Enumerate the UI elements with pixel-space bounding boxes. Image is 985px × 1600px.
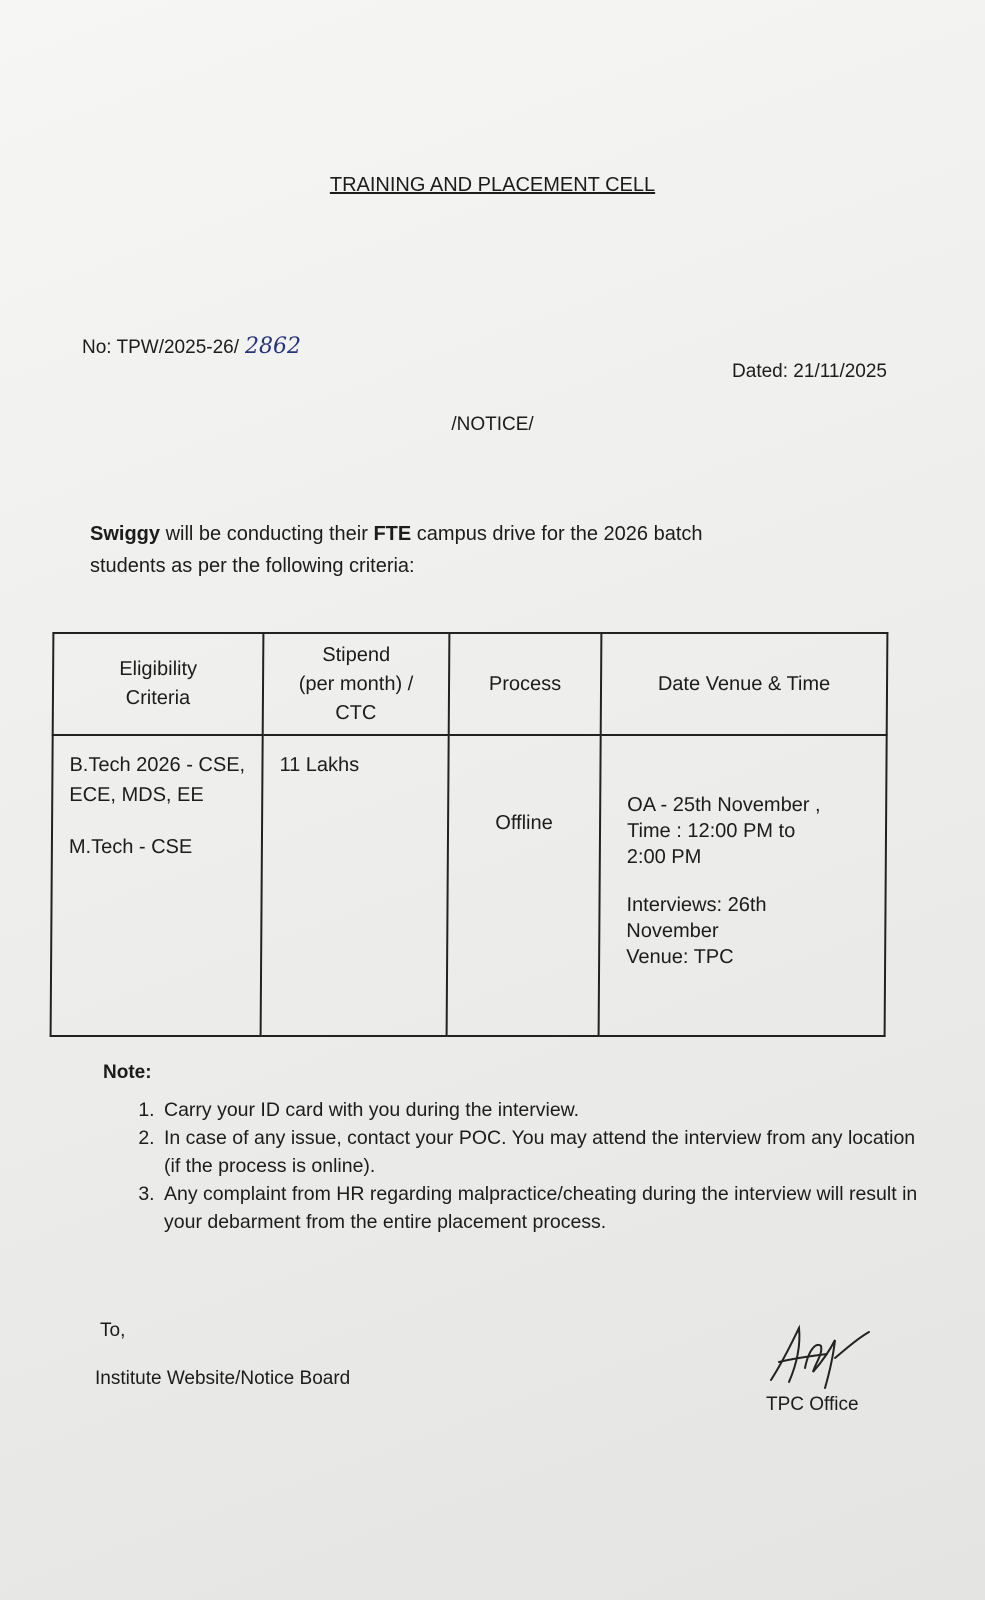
header-stipend-line: Stipend xyxy=(322,643,391,666)
handwritten-ref-number: 2862 xyxy=(245,334,302,359)
intro-text-2: campus drive for the 2026 batch xyxy=(411,523,703,545)
header-eligibility-line: Eligibility xyxy=(119,658,198,680)
ref-prefix: No: TPW/2025-26/ xyxy=(82,337,240,358)
company-name: Swiggy xyxy=(90,523,161,545)
intro-text-1: will be conducting their xyxy=(160,523,374,545)
header-eligibility-line: Criteria xyxy=(125,687,191,709)
date-line: Interviews: 26th xyxy=(626,894,767,916)
date-line: Dated: 21/11/2025 xyxy=(732,361,887,382)
header-eligibility xyxy=(53,633,264,735)
drive-type: FTE xyxy=(373,523,412,545)
cell-stipend xyxy=(261,735,449,1036)
table-row xyxy=(51,735,887,1036)
header-process: Process xyxy=(449,633,602,735)
header-stipend-line: CTC xyxy=(335,701,377,724)
reference-number xyxy=(82,334,301,359)
notes-list xyxy=(116,1096,930,1236)
list-item: 1. Carry your ID card with you during the interview. xyxy=(160,1096,930,1124)
intro-paragraph xyxy=(90,518,810,582)
page-title: TRAINING AND PLACEMENT CELL xyxy=(329,174,656,196)
intro-line-2: students as per the following criteria: xyxy=(90,555,415,577)
header-stipend xyxy=(263,633,450,735)
date-line: Time : 12:00 PM to xyxy=(626,820,796,842)
to-label: To, xyxy=(100,1320,126,1341)
stipend-value: 11 Lakhs xyxy=(279,754,360,776)
signatory-office: TPC Office xyxy=(766,1394,859,1415)
date-line: November xyxy=(626,920,719,942)
date-line: 2:00 PM xyxy=(626,846,702,868)
list-item: 2. In case of any issue, contact your POC. You may attend the interview from any location (if the process is online). xyxy=(160,1124,930,1180)
eligibility-line: ECE, MDS, EE xyxy=(69,784,204,806)
header-stipend-line: (per month) / xyxy=(298,672,414,695)
list-item: 3. Any complaint from HR regarding malpractice/cheating during the interview will result in your debarment from the entire placement process. xyxy=(160,1180,930,1236)
process-value: Offline xyxy=(495,812,553,834)
cell-process xyxy=(447,735,601,1036)
recipient: Institute Website/Notice Board xyxy=(95,1368,351,1389)
eligibility-line: M.Tech - CSE xyxy=(68,836,193,858)
cell-date-venue-time xyxy=(599,735,887,1036)
note-heading: Note: xyxy=(103,1062,152,1083)
notice-label: /NOTICE/ xyxy=(451,414,534,435)
signature-icon xyxy=(765,1318,875,1398)
eligibility-line: B.Tech 2026 - CSE, xyxy=(69,754,246,776)
criteria-table xyxy=(50,632,889,1037)
header-date-venue-time: Date Venue & Time xyxy=(601,633,888,735)
table-header-row xyxy=(53,633,888,735)
cell-eligibility xyxy=(51,735,263,1036)
date-line: Venue: TPC xyxy=(626,946,734,968)
date-line: OA - 25th November , xyxy=(627,794,821,816)
